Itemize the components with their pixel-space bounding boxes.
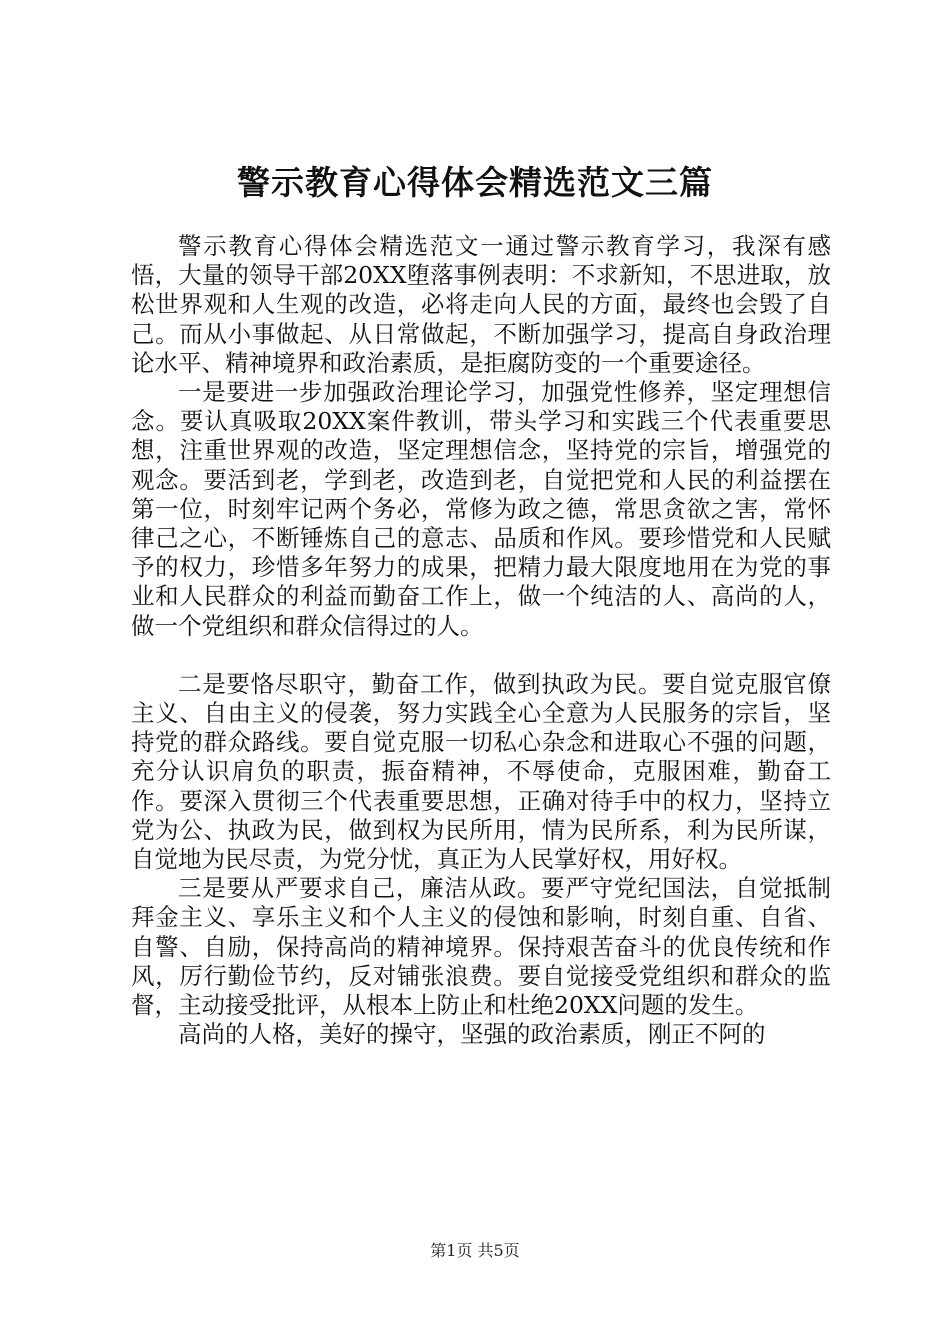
paragraph-point-one: 一是要进一步加强政治理论学习，加强党性修养，坚定理想信念。要认真吸取20XX案件教训，带头学习和实践三个代表重要思想，注重世界观的改造，坚定理想信念，坚持党的宗旨，增强党的观念。要活到老，学到老，改造到老，自觉把党和人民的利益摆在第一位，时刻牢记两个务必，常修为政之德，常思贪欲之害，常怀律己之心，不断锤炼自己的意志、品质和作风。要珍惜党和人民赋予的权力，珍惜多年努力的成果，把精力最大限度地用在为党的事业和人民群众的利益而勤奋工作上，做一个纯洁的人、高尚的人，做一个党组织和群众信得过的人。 <box>131 378 831 640</box>
paragraph-point-three: 三是要从严要求自己，廉洁从政。要严守党纪国法，自觉抵制拜金主义、享乐主义和个人主义的侵蚀和影响，时刻自重、自省、自警、自励，保持高尚的精神境界。保持艰苦奋斗的优良传统和作风，厉行勤俭节约，反对铺张浪费。要自觉接受党组织和群众的监督，主动接受批评，从根本上防止和杜绝20XX问题的发生。 <box>131 874 831 1020</box>
page-number-footer: 第1页 共5页 <box>430 1241 520 1260</box>
document-body <box>131 232 831 1049</box>
paragraph-intro: 警示教育心得体会精选范文一通过警示教育学习，我深有感悟，大量的领导干部20XX堕落事例表明：不求新知，不思进取，放松世界观和人生观的改造，必将走向人民的方面，最终也会毁了自己。而从小事做起、从日常做起，不断加强学习，提高自身政治理论水平、精神境界和政治素质，是拒腐防变的一个重要途径。 <box>131 232 831 377</box>
document-title: 警示教育心得体会精选范文三篇 <box>237 163 713 202</box>
paragraph-point-two: 二是要恪尽职守，勤奋工作，做到执政为民。要自觉克服官僚主义、自由主义的侵袭，努力实践全心全意为人民服务的宗旨，坚持党的群众路线。要自觉克服一切私心杂念和进取心不强的问题，充分认识肩负的职责，振奋精神，不辱使命，克服困难，勤奋工作。要深入贯彻三个代表重要思想，正确对待手中的权力，坚持立党为公、执政为民，做到权为民所用，情为民所系，利为民所谋，自觉地为民尽责，为党分忧，真正为人民掌好权，用好权。 <box>131 669 831 874</box>
paragraph-continuation: 高尚的人格，美好的操守，坚强的政治素质，刚正不阿的 <box>178 1020 766 1049</box>
